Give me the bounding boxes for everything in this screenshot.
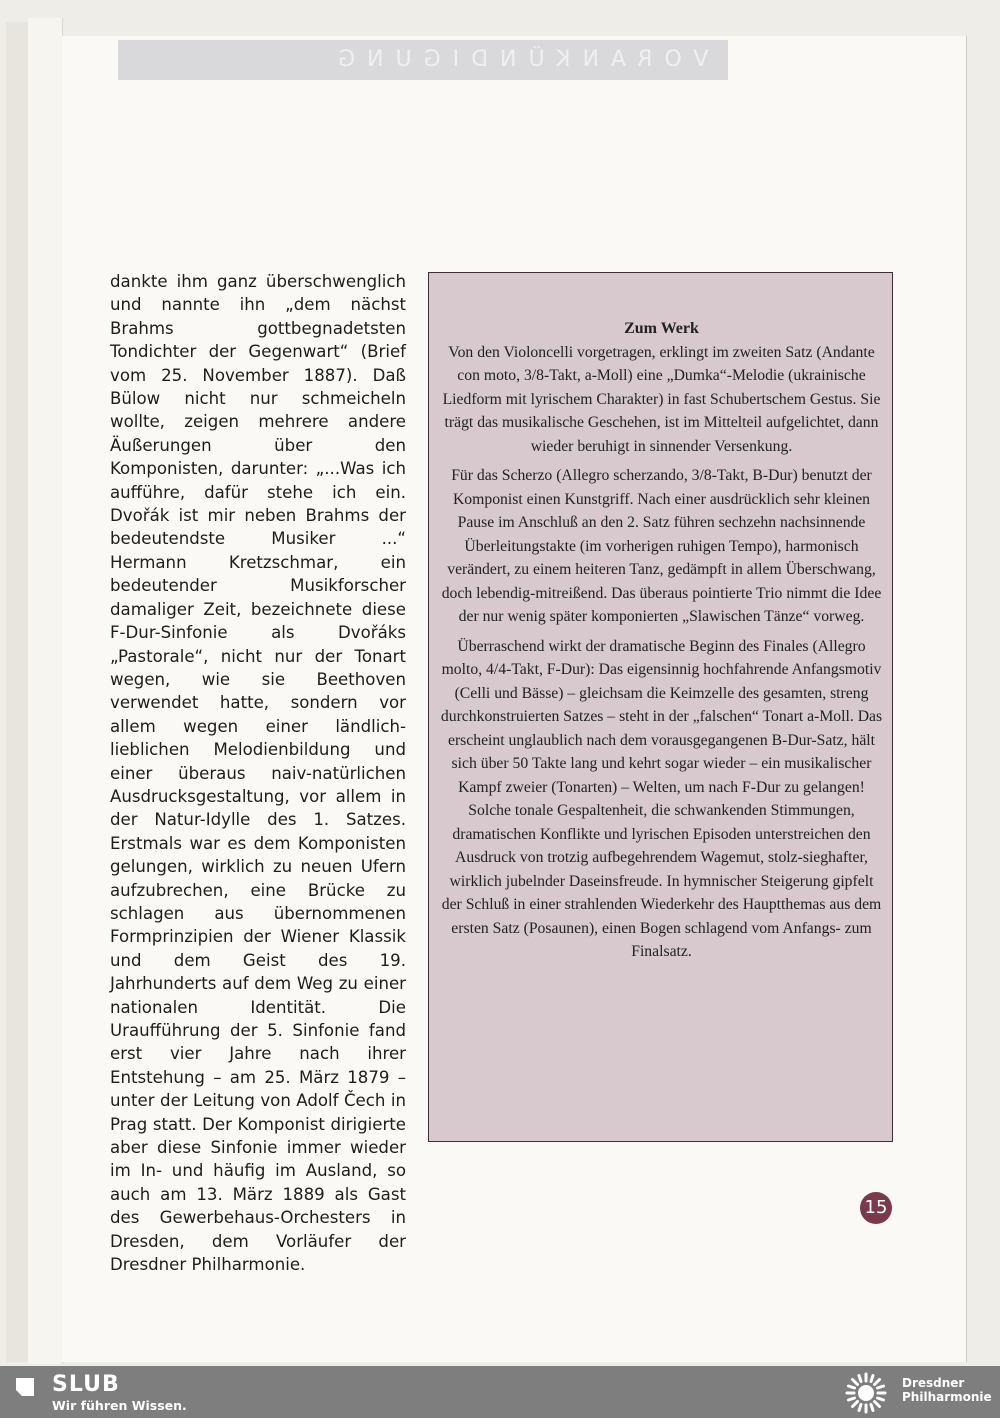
section-label: VORANKÜNDIGUNG [325,47,708,72]
info-paragraph-2: Für das Scherzo (Allegro scherzando, 3/8-Takt, B-Dur) benutzt der Komponist einen Kunstgriff. Nach einer ausdrücklich sehr kleinen Pause im Anschluß an den 2. Satz führen sechzehn nachsinnende Überleitungstakte (im vorherigen ruhigen Tempo), harmonisch verändert, zu einem heiteren Tanz, gedämpft in allem Überschwang, doch lebendig-mitreißend. Das überaus pointierte Trio nimmt die Idee der nur wenig später komponierten „Slawischen Tänze“ vorweg. [441,467,882,625]
page-number-badge: 15 [860,1192,892,1224]
main-text-column [110,270,406,1276]
info-box-title: Zum Werk [624,320,699,337]
philharmonie-logo-icon [842,1370,890,1416]
body-paragraph: dankte ihm ganz überschwenglich und nannte ihn „dem nächst Brahms gottbegnadetsten Tondichter der Gegenwart“ (Brief vom 25. November 1887). Daß Bülow nicht nur schmeicheln wollte, zeigen mehrere andere Äußerungen über den Komponisten, darunter: „...Was ich aufführe, dafür stehe ich ein. Dvořák ist mir neben Brahms der bedeutendste Musiker ...“ Hermann Kretzschmar, ein bedeutender Musikforscher damaliger Zeit, bezeichnete diese F-Dur-Sinfonie als Dvořáks „Pastorale“, nicht nur der Tonart wegen, wie sie Beethoven verwendet hatte, sondern vor allem wegen einer ländlich-lieblichen Melodienbildung und einer überaus naiv-natürlichen Ausdrucksgestaltung, vor allem in der Natur-Idylle des 1. Satzes. Erstmals war es dem Komponisten gelungen, wirklich zu neuen Ufern aufzubrechen, eine Brücke zu schlagen aus übernommenen Formprinzipien der Wiener Klassik und dem Geist des 19. Jahrhunderts auf dem Weg zu einer nationalen Identität. Die Uraufführung der 5. Sinfonie fand erst vier Jahre nach ihrer Entstehung – am 25. März 1879 – unter der Leitung von Adolf Čech in Prag statt. Der Komponist dirigierte aber diese Sinfonie immer wieder im In- und häufig im Ausland, so auch am 13. März 1889 als Gast des Gewerbehaus-Orchesters in Dresden, dem Vorläufer der Dresdner Philharmonie. [110,272,406,1275]
info-paragraph-1: Von den Violoncelli vorgetragen, erklingt im zweiten Satz (Andante con moto, 3/8-Takt, a-Moll) eine „Dumka“-Melodie (ukrainische Liedform mit lyrischem Charakter) in fast Schubertschem Gestus. Sie trägt das musikalische Geschehen, ist im Mittelteil aufgelichtet, dann wieder beruhigt in sinnender Versenkung. [442,343,881,455]
library-tagline: Wir führen Wissen. [52,1398,187,1413]
library-name: SLUB [52,1372,120,1397]
info-box [428,272,893,1142]
orchestra-name-line2: Philharmonie [902,1390,992,1404]
section-header-bar [118,40,728,80]
orchestra-name [902,1376,992,1404]
footer-bar [0,1366,1000,1418]
orchestra-name-line1: Dresdner [902,1376,965,1390]
slub-logo-icon [12,1374,40,1402]
info-box-content [439,317,884,970]
info-paragraph-3: Überraschend wirkt der dramatische Beginn des Finales (Allegro molto, 4/4-Takt, F-Dur): Das eigensinnig hochfahrende Anfangsmotiv (Celli und Bässe) – gleichsam die Keimzelle des gesamten, streng durchkonstruierten Satzes – steht in der „falschen“ Tonart a-Moll. Das erscheint unglaublich nach dem vorausgegangenen B-Dur-Satz, hält sich über 50 Takte lang und kehrt sogar wieder – ein musikalischer Kampf zweier (Tonarten) – Welten, um nach F-Dur zu gelangen! Solche tonale Gespaltenheit, die schwankenden Stimmungen, dramatischen Konflikte und lyrischen Episoden unterstreichen den Ausdruck von trotzig aufbegehrendem Wagemut, stolz-sieghafter, wirklich jubelnder Daseinsfreude. In hymnischer Steigerung gipfelt der Schluß in einer strahlenden Wiederkehr des Hauptthemas aus dem ersten Satz (Posaunen), einen Bogen schlagend vom Anfangs- zum Finalsatz. [440,637,883,960]
page-fold [28,18,63,1364]
previous-page-edge [6,22,29,1362]
